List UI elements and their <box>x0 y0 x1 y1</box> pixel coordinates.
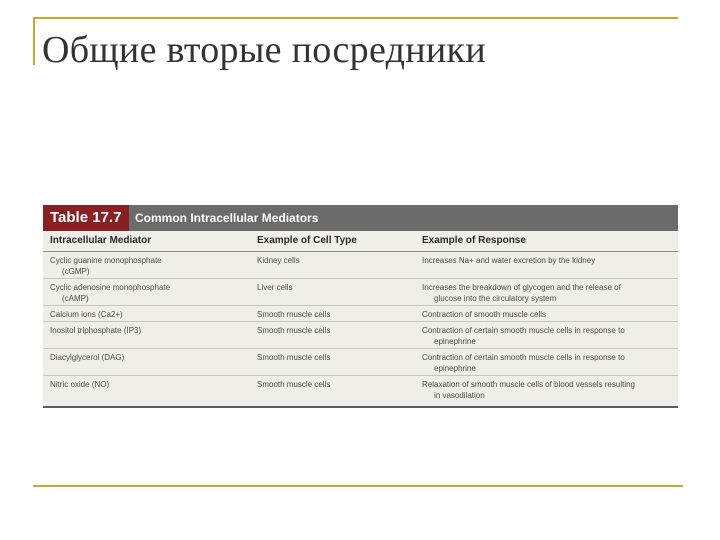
cell-cell-type: Smooth muscle cells <box>257 310 331 319</box>
cell-mediator: Cyclic guanine monophosphate (cGMP) <box>50 256 162 276</box>
cell-response: Contraction of certain smooth muscle cells in response to epinephrine <box>422 353 625 373</box>
cell-response: Increases the breakdown of glycogen and the release of glucose into the circulatory system <box>422 283 621 303</box>
frame-left-line <box>33 17 35 65</box>
cell-mediator: Cyclic adenosine monophosphate (cAMP) <box>50 283 171 303</box>
column-header-cell-type: Example of Cell Type <box>257 235 357 246</box>
table-row <box>43 305 678 321</box>
mediators-table <box>43 205 678 408</box>
cell-mediator: Nitric oxide (NO) <box>50 380 110 389</box>
frame-bottom-line <box>33 485 683 487</box>
table-row <box>43 252 678 278</box>
cell-cell-type: Smooth muscle cells <box>257 380 331 389</box>
table-body <box>43 252 678 402</box>
column-header-response: Example of Response <box>422 235 526 246</box>
cell-response: Contraction of certain smooth muscle cells in response to epinephrine <box>422 326 625 346</box>
cell-cell-type: Kidney cells <box>257 256 300 265</box>
slide-title: Общие вторые посредники <box>42 29 486 71</box>
table-row <box>43 348 678 375</box>
cell-mediator: Calcium ions (Ca2+) <box>50 310 123 319</box>
cell-response: Contraction of smooth muscle cells <box>422 310 547 319</box>
table-header <box>43 205 678 231</box>
table-row <box>43 375 678 402</box>
cell-response: Increases Na+ and water excretion by the kidney <box>422 256 596 265</box>
table-row <box>43 321 678 348</box>
cell-response: Relaxation of smooth muscle cells of blood vessels resulting in vasodilation <box>422 380 635 400</box>
frame-top-line <box>33 17 678 19</box>
table-row <box>43 278 678 305</box>
column-header-row <box>43 231 678 252</box>
cell-mediator: Inositol triphosphate (IP3) <box>50 326 142 335</box>
cell-cell-type: Smooth muscle cells <box>257 326 331 335</box>
table-title: Common Intracellular Mediators <box>135 211 319 225</box>
table-number: Table 17.7 <box>43 205 129 231</box>
column-header-mediator: Intracellular Mediator <box>50 235 152 246</box>
cell-mediator: Diacylglycerol (DAG) <box>50 353 125 362</box>
cell-cell-type: Smooth muscle cells <box>257 353 331 362</box>
cell-cell-type: Liver cells <box>257 283 293 292</box>
